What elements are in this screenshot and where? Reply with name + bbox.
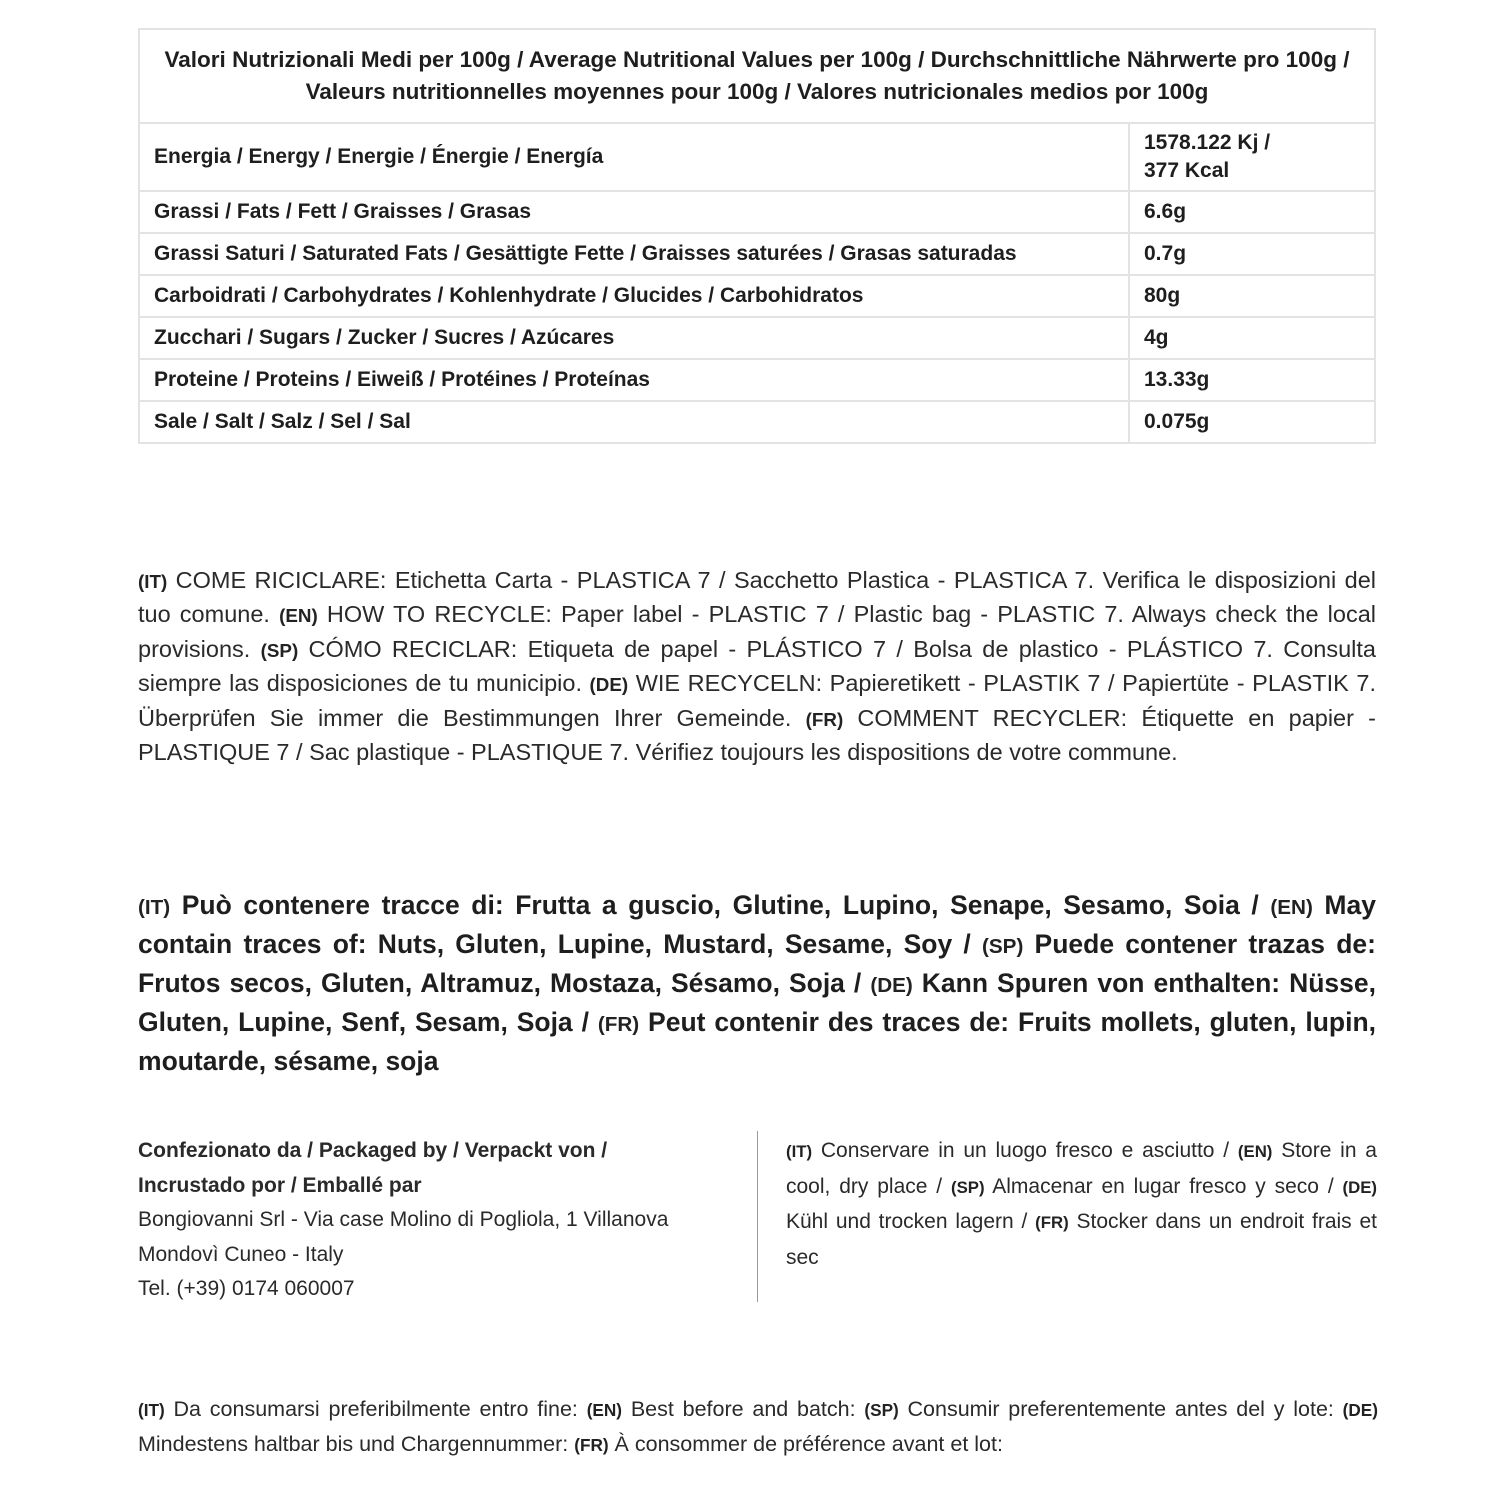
nutrient-label: Grassi Saturi / Saturated Fats / Gesättigte Fette / Graisses saturées / Grasas saturadas xyxy=(139,233,1129,275)
language-tag-it: (IT) xyxy=(138,1400,165,1420)
best-before-text-sp: Consumir preferentemente antes del y lote: xyxy=(898,1397,1343,1421)
language-tag-it: (IT) xyxy=(786,1142,813,1161)
nutrition-row-energy xyxy=(139,123,1375,191)
language-tag-sp: (SP) xyxy=(260,639,299,661)
language-tag-de: (DE) xyxy=(589,674,629,695)
recycle-text-it: COME RICICLARE: Etichetta Carta - PLASTICA 7 / Sacchetto Plastica - PLASTICA 7. Verifica le disposizioni del tuo comune. xyxy=(138,566,1376,627)
best-before-text-de: Mindestens haltbar bis und Chargennummer: xyxy=(138,1432,575,1456)
best-before-info xyxy=(138,1392,1378,1462)
language-tag-en: (EN) xyxy=(1237,1142,1273,1161)
allergen-text-de: Kann Spuren von enthalten: Nüsse, Gluten, Lupine, Senf, Sesam, Soja / xyxy=(138,967,1376,1037)
nutrition-table-header-row xyxy=(139,29,1375,123)
nutrient-value: 13.33g xyxy=(1129,359,1375,401)
storage-text-sp: Almacenar en lugar fresco y seco / xyxy=(984,1174,1343,1198)
storage-text-fr: Stocker dans un endroit frais et sec xyxy=(786,1210,1377,1269)
language-tag-it: (IT) xyxy=(138,570,168,592)
allergen-text-sp: Puede contener trazas de: Frutos secos, Gluten, Altramuz, Mostaza, Sésamo, Soja / xyxy=(138,928,1376,998)
column-divider xyxy=(757,1131,758,1302)
nutrition-row-sugars xyxy=(139,317,1375,359)
packer-title-line1: Confezionato da / Packaged by / Verpackt von / xyxy=(138,1139,608,1162)
allergen-text-fr: Peut contenir des traces de: Fruits mollets, gluten, lupin, moutarde, sésame, soja xyxy=(138,1006,1376,1076)
allergen-text-it: Può contenere tracce di: Frutta a guscio, Glutine, Lupino, Senape, Sesamo, Soia / xyxy=(170,889,1271,920)
storage-text-en: Store in a cool, dry place / xyxy=(786,1139,1377,1198)
language-tag-fr: (FR) xyxy=(597,1012,640,1036)
nutrient-value xyxy=(1129,123,1375,191)
recycling-instructions xyxy=(138,564,1376,770)
nutrient-value: 80g xyxy=(1129,275,1375,317)
language-tag-en: (EN) xyxy=(586,1400,623,1420)
storage-text-de: Kühl und trocken lagern / xyxy=(786,1210,1036,1233)
nutrition-row-carbohydrates xyxy=(139,275,1375,317)
packer-info xyxy=(138,1134,738,1307)
language-tag-de: (DE) xyxy=(1342,1177,1378,1197)
recycle-text-fr: COMMENT RECYCLER: Étiquette en papier - PLASTIQUE 7 / Sac plastique - PLASTIQUE 7. Vérifiez toujours les dispositions de votre commune. xyxy=(138,704,1376,765)
language-tag-de: (DE) xyxy=(1342,1400,1378,1420)
recycle-text-de: WIE RECYCELN: Papieretikett - PLASTIK 7 / Papiertüte - PLASTIK 7. Überprüfen Sie immer die Bestimmungen Ihrer Gemeinde. xyxy=(138,670,1376,731)
packer-address-line1: Bongiovanni Srl - Via case Molino di Pogliola, 1 Villanova xyxy=(138,1208,669,1231)
recycle-text-en: HOW TO RECYCLE: Paper label - PLASTIC 7 / Plastic bag - PLASTIC 7. Always check the local provisions. xyxy=(138,601,1377,662)
nutrition-row-fats xyxy=(139,191,1375,233)
allergen-text-en: May contain traces of: Nuts, Gluten, Lupine, Mustard, Sesame, Soy / xyxy=(138,889,1376,959)
allergen-warning xyxy=(138,887,1376,1080)
language-tag-fr: (FR) xyxy=(574,1435,609,1455)
nutrition-row-saturated-fats xyxy=(139,233,1375,275)
nutrition-table-title: Valori Nutrizionali Medi per 100g / Average Nutritional Values per 100g / Durchschnittliche Nährwerte pro 100g / Valeurs nutritionnelles moyennes pour 100g / Valores nutricionales medios por 100g xyxy=(139,29,1375,123)
nutrient-value: 6.6g xyxy=(1129,191,1375,233)
storage-instructions xyxy=(786,1134,1377,1275)
nutrition-table xyxy=(138,28,1376,444)
nutrient-value: 0.075g xyxy=(1129,401,1375,443)
language-tag-sp: (SP) xyxy=(864,1400,899,1420)
nutrient-value: 4g xyxy=(1129,317,1375,359)
nutrient-label: Grassi / Fats / Fett / Graisses / Grasas xyxy=(139,191,1129,233)
storage-text-it: Conservare in un luogo fresco e asciutto / xyxy=(812,1139,1238,1162)
language-tag-it: (IT) xyxy=(138,895,171,919)
language-tag-sp: (SP) xyxy=(950,1177,985,1197)
language-tag-de: (DE) xyxy=(870,973,913,997)
language-tag-fr: (FR) xyxy=(805,708,844,730)
nutrient-label: Zucchari / Sugars / Zucker / Sucres / Azúcares xyxy=(139,317,1129,359)
best-before-text-en: Best before and batch: xyxy=(622,1397,865,1421)
best-before-text-it: Da consumarsi preferibilmente entro fine: xyxy=(164,1397,587,1421)
language-tag-sp: (SP) xyxy=(982,934,1024,958)
language-tag-en: (EN) xyxy=(279,605,318,626)
nutrition-row-proteins xyxy=(139,359,1375,401)
language-tag-fr: (FR) xyxy=(1035,1213,1069,1232)
packer-phone: Tel. (+39) 0174 060007 xyxy=(138,1277,355,1300)
energy-kcal-value: 377 Kcal xyxy=(1144,159,1230,182)
nutrient-label: Proteine / Proteins / Eiweiß / Protéines / Proteínas xyxy=(139,359,1129,401)
energy-kj-value: 1578.122 Kj / xyxy=(1144,131,1271,154)
packer-address-line2: Mondovì Cuneo - Italy xyxy=(138,1242,344,1266)
packer-title-line2: Incrustado por / Emballé par xyxy=(138,1173,422,1197)
nutrition-row-salt xyxy=(139,401,1375,443)
language-tag-en: (EN) xyxy=(1270,895,1313,919)
recycle-text-sp: CÓMO RECICLAR: Etiqueta de papel - PLÁSTICO 7 / Bolsa de plastico - PLÁSTICO 7. Consulta siempre las disposiciones de tu municipio. xyxy=(138,635,1376,696)
nutrient-label: Carboidrati / Carbohydrates / Kohlenhydrate / Glucides / Carbohidratos xyxy=(139,275,1129,317)
nutrient-value: 0.7g xyxy=(1129,233,1375,275)
best-before-text-fr: À consommer de préférence avant et lot: xyxy=(608,1432,1003,1456)
nutrient-label: Sale / Salt / Salz / Sel / Sal xyxy=(139,401,1129,443)
nutrient-label: Energia / Energy / Energie / Énergie / Energía xyxy=(139,123,1129,191)
